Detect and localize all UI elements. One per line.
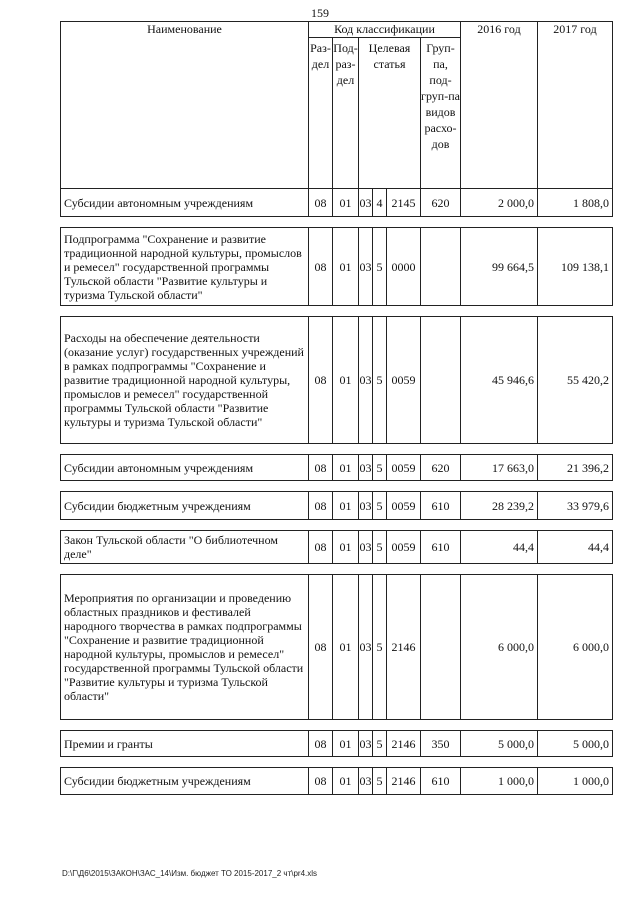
row-celevaya-direction: 0059 <box>387 455 421 481</box>
row-celevaya-direction: 0000 <box>387 228 421 306</box>
row-celevaya-program: 03 <box>359 575 373 720</box>
row-podrazdel: 01 <box>333 455 359 481</box>
table-row <box>61 455 613 481</box>
row-amount-2017: 6 000,0 <box>538 575 613 720</box>
row-podrazdel: 01 <box>333 531 359 564</box>
file-path-footer: D:\Г\Д6\2015\ЗАКОН\ЗАС_14\Изм. бюджет ТО 2015-2017_2 чт\pr4.xls <box>62 869 318 878</box>
row-celevaya-subprogram: 4 <box>373 189 387 217</box>
row-name: Мероприятия по организации и проведению областных праздников и фестивалей народного творчества в рамках подпрограммы "Сохранение и развитие традиционной народной культуры, промыслов и ремесел" государственной программы Тульской области "Развитие культуры и туризма Тульской области" <box>61 575 309 720</box>
table-row <box>61 317 613 444</box>
row-name: Закон Тульской области "О библиотечном деле" <box>61 531 309 564</box>
row-amount-2016: 17 663,0 <box>461 455 538 481</box>
row-name: Субсидии бюджетным учреждениям <box>61 768 309 795</box>
table-row <box>61 531 613 564</box>
row-vid-rashodov: 620 <box>421 455 461 481</box>
row-celevaya-program: 03 <box>359 189 373 217</box>
row-podrazdel: 01 <box>333 575 359 720</box>
row-amount-2016: 28 239,2 <box>461 492 538 520</box>
row-amount-2017: 55 420,2 <box>538 317 613 444</box>
row-amount-2017: 1 000,0 <box>538 768 613 795</box>
table-body <box>61 189 613 795</box>
row-celevaya-direction: 2146 <box>387 575 421 720</box>
row-razdel: 08 <box>309 455 333 481</box>
row-amount-2017: 21 396,2 <box>538 455 613 481</box>
row-amount-2016: 6 000,0 <box>461 575 538 720</box>
row-amount-2016: 1 000,0 <box>461 768 538 795</box>
header-year-2017: 2017 год <box>538 22 613 189</box>
row-podrazdel: 01 <box>333 317 359 444</box>
table-row <box>61 228 613 306</box>
row-celevaya-direction: 2145 <box>387 189 421 217</box>
row-celevaya-subprogram: 5 <box>373 455 387 481</box>
row-razdel: 08 <box>309 575 333 720</box>
row-celevaya-subprogram: 5 <box>373 575 387 720</box>
row-razdel: 08 <box>309 531 333 564</box>
row-amount-2017: 109 138,1 <box>538 228 613 306</box>
header-gruppa: Груп-па, под-груп-па видов расхо-дов <box>421 38 461 189</box>
table-row <box>61 768 613 795</box>
row-podrazdel: 01 <box>333 768 359 795</box>
row-celevaya-direction: 0059 <box>387 531 421 564</box>
row-razdel: 08 <box>309 731 333 757</box>
row-razdel: 08 <box>309 228 333 306</box>
row-amount-2016: 2 000,0 <box>461 189 538 217</box>
row-celevaya-subprogram: 5 <box>373 731 387 757</box>
row-amount-2016: 5 000,0 <box>461 731 538 757</box>
row-amount-2016: 44,4 <box>461 531 538 564</box>
row-celevaya-program: 03 <box>359 492 373 520</box>
row-vid-rashodov: 610 <box>421 492 461 520</box>
budget-table <box>60 21 613 795</box>
row-name: Расходы на обеспечение деятельности (оказание услуг) государственных учреждений в рамках подпрограммы "Сохранение и развитие традиционной народной культуры, промыслов и ремесел" государственной программы Тульской области "Развитие культуры и туризма Тульской области" <box>61 317 309 444</box>
row-celevaya-program: 03 <box>359 531 373 564</box>
row-celevaya-direction: 2146 <box>387 731 421 757</box>
row-name: Субсидии автономным учреждениям <box>61 455 309 481</box>
row-celevaya-program: 03 <box>359 228 373 306</box>
row-celevaya-direction: 0059 <box>387 317 421 444</box>
header-podrazdel: Под-раз-дел <box>333 38 359 189</box>
row-amount-2017: 33 979,6 <box>538 492 613 520</box>
row-celevaya-direction: 0059 <box>387 492 421 520</box>
row-celevaya-direction: 2146 <box>387 768 421 795</box>
row-celevaya-program: 03 <box>359 317 373 444</box>
row-razdel: 08 <box>309 317 333 444</box>
row-amount-2017: 5 000,0 <box>538 731 613 757</box>
row-name: Подпрограмма "Сохранение и развитие традиционной народной культуры, промыслов и ремесел" государственной программы Тульской области "Развитие культуры и туризма Тульской области" <box>61 228 309 306</box>
row-razdel: 08 <box>309 189 333 217</box>
row-celevaya-subprogram: 5 <box>373 228 387 306</box>
row-vid-rashodov <box>421 317 461 444</box>
row-razdel: 08 <box>309 492 333 520</box>
header-code: Код классификации <box>309 22 461 38</box>
row-celevaya-subprogram: 5 <box>373 492 387 520</box>
header-celevaya-statya: Целевая статья <box>359 38 421 189</box>
row-vid-rashodov <box>421 228 461 306</box>
row-celevaya-subprogram: 5 <box>373 317 387 444</box>
row-celevaya-subprogram: 5 <box>373 531 387 564</box>
header-razdel: Раз-дел <box>309 38 333 189</box>
row-celevaya-program: 03 <box>359 455 373 481</box>
row-celevaya-program: 03 <box>359 768 373 795</box>
table-row <box>61 575 613 720</box>
row-amount-2016: 45 946,6 <box>461 317 538 444</box>
row-razdel: 08 <box>309 768 333 795</box>
header-name: Наименование <box>61 22 309 189</box>
row-name: Субсидии автономным учреждениям <box>61 189 309 217</box>
row-name: Премии и гранты <box>61 731 309 757</box>
row-vid-rashodov: 350 <box>421 731 461 757</box>
page-number: 159 <box>311 6 329 20</box>
row-podrazdel: 01 <box>333 731 359 757</box>
row-podrazdel: 01 <box>333 492 359 520</box>
table-row <box>61 492 613 520</box>
table-row <box>61 731 613 757</box>
row-vid-rashodov: 610 <box>421 531 461 564</box>
row-amount-2017: 1 808,0 <box>538 189 613 217</box>
row-vid-rashodov <box>421 575 461 720</box>
row-name: Субсидии бюджетным учреждениям <box>61 492 309 520</box>
row-vid-rashodov: 610 <box>421 768 461 795</box>
row-podrazdel: 01 <box>333 228 359 306</box>
row-celevaya-program: 03 <box>359 731 373 757</box>
row-vid-rashodov: 620 <box>421 189 461 217</box>
row-amount-2016: 99 664,5 <box>461 228 538 306</box>
row-podrazdel: 01 <box>333 189 359 217</box>
row-celevaya-subprogram: 5 <box>373 768 387 795</box>
table-header <box>61 22 613 189</box>
header-year-2016: 2016 год <box>461 22 538 189</box>
row-amount-2017: 44,4 <box>538 531 613 564</box>
table-row <box>61 189 613 217</box>
